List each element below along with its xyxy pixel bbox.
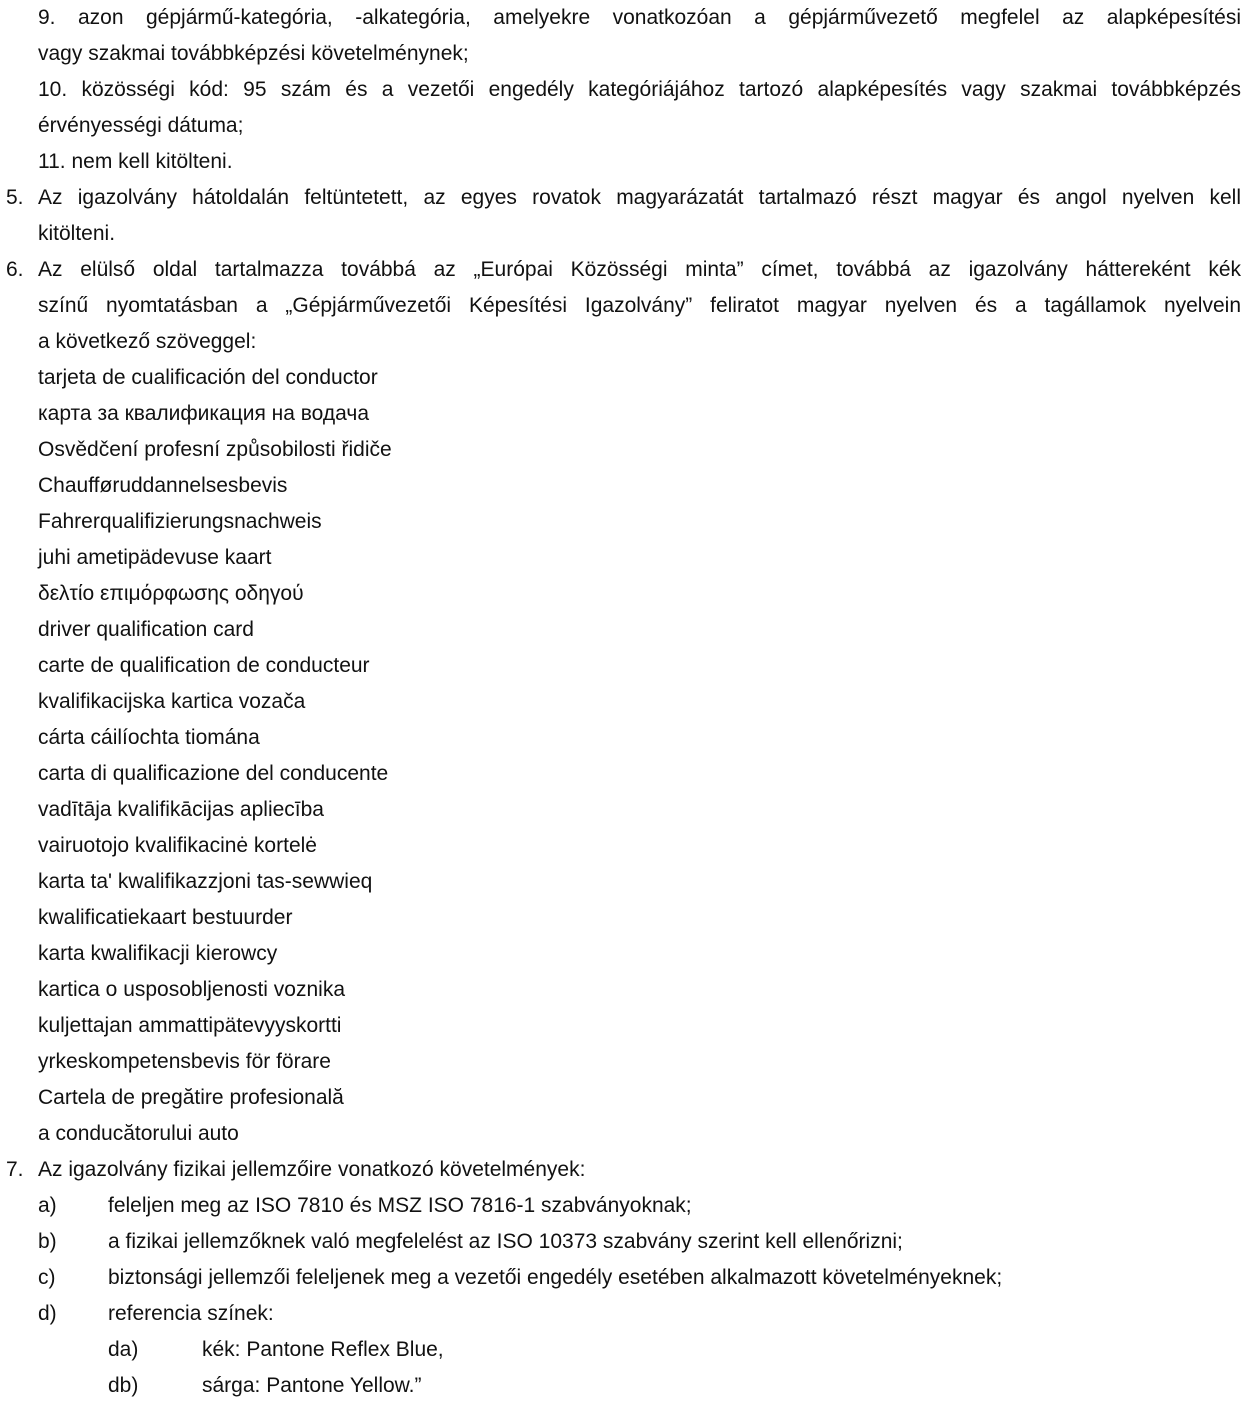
translation-line: kartica o usposobljenosti voznika xyxy=(38,978,346,1001)
translation-line: vairuotojo kvalifikacinė kortelė xyxy=(38,834,317,857)
item-10-line-1: 10. közösségi kód: 95 szám és a vezetői engedély kategóriájához tartozó alapképesítés vagy szakmai továbbképzés xyxy=(38,78,1241,101)
subitem-label: a) xyxy=(38,1194,57,1217)
translation-line: juhi ametipädevuse kaart xyxy=(38,546,272,569)
translation-line: δελτίο επιμόρφωσης οδηγού xyxy=(38,582,304,605)
subitem-text: biztonsági jellemzői feleljenek meg a vezetői engedély esetében alkalmazott követelményeknek; xyxy=(108,1266,1003,1289)
item-9-line-2: vagy szakmai továbbképzési követelménynek; xyxy=(38,42,469,65)
translation-line: cárta cáilíochta tiomána xyxy=(38,726,260,749)
translation-line: carta di qualificazione del conducente xyxy=(38,762,389,785)
translation-line: carte de qualification de conducteur xyxy=(38,654,370,677)
subitem-text: referencia színek: xyxy=(108,1302,274,1325)
point-5-line-2: kitölteni. xyxy=(38,222,116,245)
point-6-line-3: a következő szöveggel: xyxy=(38,330,257,353)
translation-line: yrkeskompetensbevis för förare xyxy=(38,1050,331,1073)
item-10-line-2: érvényességi dátuma; xyxy=(38,114,244,137)
translation-line: Fahrerqualifizierungsnachweis xyxy=(38,510,322,533)
subitem-text: a fizikai jellemzőknek való megfelelést az ISO 10373 szabvány szerint kell ellenőrizni; xyxy=(108,1230,903,1253)
translation-line: карта за квалификация на водача xyxy=(38,402,369,425)
translation-line: tarjeta de cualificación del conductor xyxy=(38,366,378,389)
translation-line: karta ta' kwalifikazzjoni tas-sewwieq xyxy=(38,870,373,893)
translation-line: karta kwalifikacji kierowcy xyxy=(38,942,278,965)
point-6-line-1: Az elülső oldal tartalmazza továbbá az „Európai Közösségi minta” címet, továbbá az igazolvány háttereként kék xyxy=(38,258,1241,281)
translation-line: a conducătorului auto xyxy=(38,1122,239,1145)
translation-line: Cartela de pregătire profesională xyxy=(38,1086,344,1109)
subsubitem-label: da) xyxy=(108,1338,139,1361)
subitem-label: d) xyxy=(38,1302,57,1325)
subitem-label: c) xyxy=(38,1266,56,1289)
translation-line: driver qualification card xyxy=(38,618,254,641)
point-5-line-1: Az igazolvány hátoldalán feltüntetett, az egyes rovatok magyarázatát tartalmazó részt magyar és angol nyelven kell xyxy=(38,186,1241,209)
translation-line: kuljettajan ammattipätevyyskortti xyxy=(38,1014,342,1037)
translation-line: Chaufføruddannelsesbevis xyxy=(38,474,288,497)
point-7-line-1: Az igazolvány fizikai jellemzőire vonatkozó követelmények: xyxy=(38,1158,586,1181)
subitem-text: feleljen meg az ISO 7810 és MSZ ISO 7816-1 szabványoknak; xyxy=(108,1194,692,1217)
subitem-label: b) xyxy=(38,1230,57,1253)
translation-line: vadītāja kvalifikācijas apliecība xyxy=(38,798,324,821)
translation-line: kwalificatiekaart bestuurder xyxy=(38,906,293,929)
translation-line: Osvědčení profesní způsobilosti řidiče xyxy=(38,438,392,461)
translation-line: kvalifikacijska kartica vozača xyxy=(38,690,306,713)
point-7-number: 7. xyxy=(6,1158,24,1181)
subsubitem-label: db) xyxy=(108,1374,139,1397)
point-6-line-2: színű nyomtatásban a „Gépjárművezetői Képesítési Igazolvány” feliratot magyar nyelven és a tagállamok nyelvein xyxy=(38,294,1241,317)
point-6-number: 6. xyxy=(6,258,24,281)
item-9-line-1: 9. azon gépjármű-kategória, -alkategória, amelyekre vonatkozóan a gépjárművezető megfelel az alapképesítési xyxy=(38,6,1241,29)
subsubitem-text: kék: Pantone Reflex Blue, xyxy=(202,1338,444,1361)
subsubitem-text: sárga: Pantone Yellow.” xyxy=(202,1374,422,1397)
point-5-number: 5. xyxy=(6,186,24,209)
item-11-line-1: 11. nem kell kitölteni. xyxy=(38,150,233,173)
